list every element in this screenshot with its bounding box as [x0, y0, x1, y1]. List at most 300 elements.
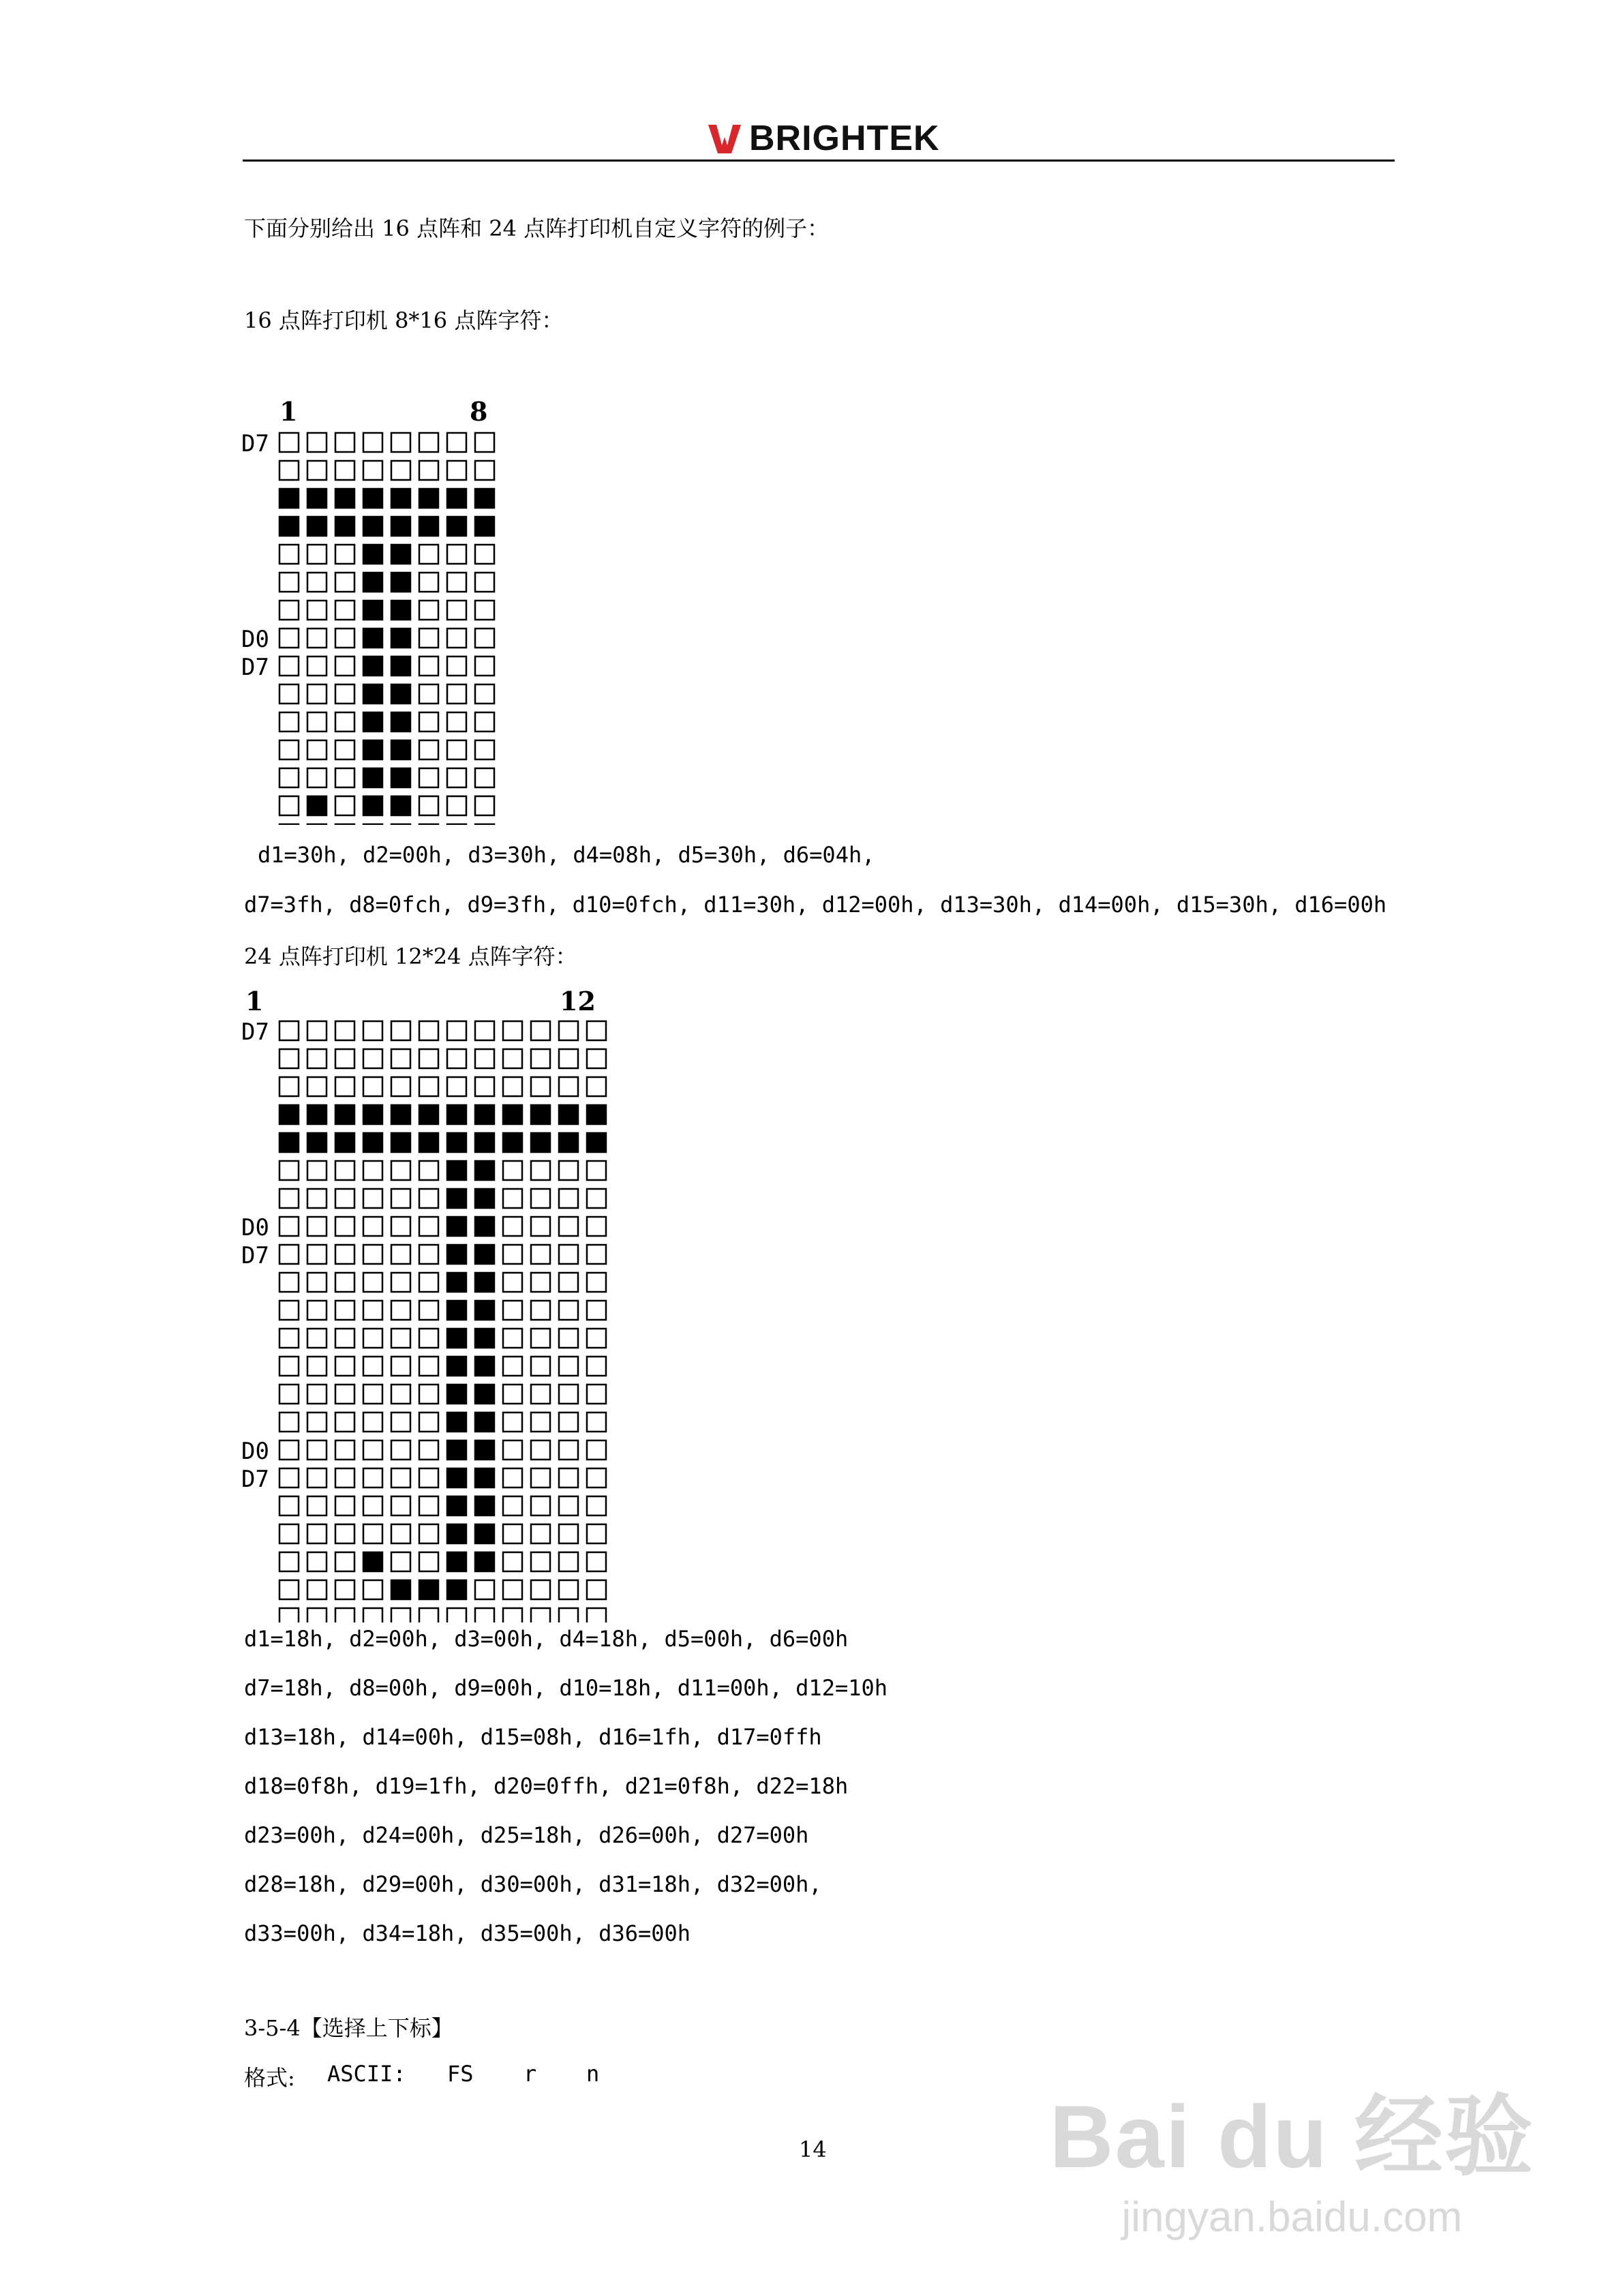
dot-off	[531, 1496, 550, 1515]
dot-on	[475, 1385, 494, 1404]
dot-off	[447, 824, 466, 825]
row-label-d7: D7	[241, 654, 269, 681]
dot-off	[335, 1161, 354, 1180]
dot-off	[475, 1580, 494, 1599]
dot-off	[587, 1245, 606, 1264]
dot-on	[363, 573, 382, 592]
dot-off	[419, 1189, 438, 1208]
dot-off	[475, 1077, 494, 1096]
dot-off	[475, 796, 494, 815]
dot-off	[419, 1357, 438, 1376]
dot-off	[307, 1496, 327, 1515]
dot-off	[531, 1161, 550, 1180]
dot-on	[447, 1105, 466, 1124]
dot-off	[307, 433, 327, 452]
dot-off	[559, 1468, 578, 1487]
header-rule	[243, 160, 1395, 162]
dot-on	[279, 489, 299, 508]
dot-off	[279, 629, 299, 648]
dot-on	[447, 1468, 466, 1487]
dot-off	[335, 684, 354, 704]
watermark-line-2: jingyan.baidu.com	[1121, 2194, 1463, 2241]
dot-off	[503, 1021, 522, 1040]
dot-on	[475, 1273, 494, 1292]
dot-off	[559, 1301, 578, 1320]
dot-off	[531, 1301, 550, 1320]
dot-off	[419, 1049, 438, 1068]
dot-off	[503, 1329, 522, 1348]
dot-off	[447, 1077, 466, 1096]
dot-off	[391, 1077, 410, 1096]
brand-name: BRIGHTEK	[749, 119, 940, 158]
dot-on	[363, 768, 382, 787]
dot-on	[475, 489, 494, 508]
dot-off	[559, 1496, 578, 1515]
dot-off	[307, 1580, 327, 1599]
dot-off	[559, 1580, 578, 1599]
dot-off	[279, 768, 299, 787]
dot-off	[363, 1189, 382, 1208]
dot-off	[419, 1021, 438, 1040]
dot-off	[419, 684, 438, 704]
dot-on	[475, 1440, 494, 1460]
section24-values-line-4: d18=0f8h, d19=1fh, d20=0ffh, d21=0f8h, d22=18h	[244, 1773, 849, 1799]
dot-off	[531, 1608, 550, 1622]
dot-off	[391, 1217, 410, 1236]
dot-on	[335, 517, 354, 536]
dot-on	[391, 629, 410, 648]
dot-on	[335, 1133, 354, 1152]
dot-off	[419, 1385, 438, 1404]
dot-off	[419, 1496, 438, 1515]
dot-on	[447, 1357, 466, 1376]
dot-off	[335, 1580, 354, 1599]
dot-on	[363, 517, 382, 536]
dot-off	[391, 1552, 410, 1571]
dot-off	[475, 573, 494, 592]
dot-off	[447, 768, 466, 787]
dot-on	[363, 1552, 382, 1571]
dot-on	[475, 1245, 494, 1264]
dot-off	[503, 1245, 522, 1264]
dot-on	[419, 1105, 438, 1124]
dot-off	[279, 1301, 299, 1320]
dot-off	[587, 1301, 606, 1320]
dot-off	[419, 433, 438, 452]
dot-off	[475, 461, 494, 480]
dot-off	[475, 656, 494, 676]
section24-values-line-1: d1=18h, d2=00h, d3=00h, d4=18h, d5=00h, d6=00h	[244, 1626, 849, 1652]
dot-off	[587, 1021, 606, 1040]
dot-off	[307, 824, 327, 825]
dot-off	[531, 1468, 550, 1487]
dot-on	[391, 824, 410, 825]
dot-on	[587, 1105, 606, 1124]
dot-off	[391, 433, 410, 452]
dot-off	[587, 1189, 606, 1208]
dot-off	[335, 796, 354, 815]
row-label-d7: D7	[241, 1018, 269, 1046]
dot-off	[559, 1385, 578, 1404]
dot-off	[559, 1021, 578, 1040]
dot-off	[391, 1021, 410, 1040]
dot-off	[559, 1413, 578, 1432]
dot-off	[335, 545, 354, 564]
dot-off	[587, 1440, 606, 1460]
dot-off	[531, 1217, 550, 1236]
dot-off	[447, 684, 466, 704]
dot-off	[447, 740, 466, 759]
dot-on	[363, 796, 382, 815]
dot-off	[447, 601, 466, 620]
dot-off	[307, 545, 327, 564]
format-label: 格式:	[244, 2065, 295, 2091]
dot-off	[503, 1496, 522, 1515]
section24-values-line-6: d28=18h, d29=00h, d30=00h, d31=18h, d32=00h,	[244, 1871, 822, 1897]
dot-off	[363, 1329, 382, 1348]
dot-off	[279, 1273, 299, 1292]
dot-off	[503, 1049, 522, 1068]
dot-off	[475, 712, 494, 731]
column-label-end: 12	[560, 986, 596, 1016]
dot-off	[307, 740, 327, 759]
dot-off	[363, 1580, 382, 1599]
dot-on	[447, 1133, 466, 1152]
dot-off	[475, 768, 494, 787]
dot-on	[475, 1161, 494, 1180]
dot-off	[531, 1413, 550, 1432]
dot-off	[335, 1357, 354, 1376]
grid16-svg	[239, 375, 511, 825]
dot-on	[475, 1524, 494, 1543]
row-label-d7: D7	[241, 1242, 269, 1269]
format-line	[244, 2061, 599, 2092]
dot-off	[419, 461, 438, 480]
dot-on	[391, 545, 410, 564]
dot-on	[363, 824, 382, 825]
dot-off	[419, 768, 438, 787]
dot-off	[391, 1524, 410, 1543]
dot-on	[307, 517, 327, 536]
dot-on	[475, 1496, 494, 1515]
dot-off	[503, 1273, 522, 1292]
dot-off	[279, 1524, 299, 1543]
dot-off	[419, 601, 438, 620]
dot-on	[307, 1133, 327, 1152]
dot-off	[279, 601, 299, 620]
dot-on	[307, 489, 327, 508]
dot-off	[587, 1608, 606, 1622]
dot-off	[419, 1440, 438, 1460]
dot-off	[279, 545, 299, 564]
dot-off	[391, 1273, 410, 1292]
dot-off	[279, 1245, 299, 1264]
dot-on	[503, 1105, 522, 1124]
dot-on	[447, 1245, 466, 1264]
dot-off	[559, 1189, 578, 1208]
dot-off	[307, 1021, 327, 1040]
dot-off	[447, 796, 466, 815]
dot-on	[391, 517, 410, 536]
dot-off	[307, 1049, 327, 1068]
dot-on	[363, 712, 382, 731]
dot-off	[307, 768, 327, 787]
dot-off	[475, 629, 494, 648]
dot-on	[447, 1496, 466, 1515]
dot-off	[587, 1161, 606, 1180]
dot-on	[447, 1440, 466, 1460]
dot-off	[559, 1608, 578, 1622]
dot-off	[307, 1468, 327, 1487]
dot-off	[419, 1245, 438, 1264]
dot-off	[335, 1413, 354, 1432]
dot-on	[335, 824, 354, 825]
dot-off	[335, 1077, 354, 1096]
dot-off	[363, 461, 382, 480]
dot-off	[391, 1245, 410, 1264]
dot-off	[363, 1049, 382, 1068]
dot-on	[447, 1552, 466, 1571]
dot-off	[363, 1413, 382, 1432]
dot-off	[559, 1552, 578, 1571]
dot-off	[559, 1357, 578, 1376]
grid24-svg	[239, 975, 634, 1622]
row-label-d7: D7	[241, 1466, 269, 1493]
dot-off	[531, 1273, 550, 1292]
dot-on	[447, 1385, 466, 1404]
dot-off	[503, 1189, 522, 1208]
dot-off	[363, 433, 382, 452]
dot-off	[503, 1608, 522, 1622]
dot-on	[475, 1217, 494, 1236]
dot-off	[363, 1440, 382, 1460]
dot-off	[531, 1245, 550, 1264]
dot-off	[447, 433, 466, 452]
dot-off	[503, 1468, 522, 1487]
dot-off	[447, 1021, 466, 1040]
dot-off	[475, 1049, 494, 1068]
section24-values-line-2: d7=18h, d8=00h, d9=00h, d10=18h, d11=00h, d12=10h	[244, 1675, 888, 1701]
dot-off	[335, 656, 354, 676]
section16-values-line-1: d1=30h, d2=00h, d3=30h, d4=08h, d5=30h, d6=04h,	[258, 842, 875, 868]
dot-off	[307, 1245, 327, 1264]
dot-off	[419, 1301, 438, 1320]
row-label-d0: D0	[241, 626, 269, 653]
dot-on	[475, 1552, 494, 1571]
dot-on	[531, 1133, 550, 1152]
dot-off	[363, 1608, 382, 1622]
dot-off	[447, 545, 466, 564]
dot-on	[475, 1189, 494, 1208]
dot-on	[447, 1217, 466, 1236]
section24-values-line-7: d33=00h, d34=18h, d35=00h, d36=00h	[244, 1920, 691, 1946]
dot-on	[307, 796, 327, 815]
dot-off	[307, 1608, 327, 1622]
dot-off	[335, 1301, 354, 1320]
dot-off	[279, 1440, 299, 1460]
dot-off	[307, 1273, 327, 1292]
brand-logo	[706, 115, 940, 162]
dot-off	[531, 1021, 550, 1040]
dot-on	[363, 601, 382, 620]
dot-off	[307, 1357, 327, 1376]
dot-off	[531, 1524, 550, 1543]
dot-on	[391, 1133, 410, 1152]
section16-values-line-2: d7=3fh, d8=0fch, d9=3fh, d10=0fch, d11=30h, d12=00h, d13=30h, d14=00h, d15=30h, d16=00h	[244, 892, 1387, 918]
dot-on	[475, 1329, 494, 1348]
dot-off	[503, 1552, 522, 1571]
baidu-jingyan-watermark	[1050, 2066, 1534, 2241]
dot-off	[307, 1161, 327, 1180]
dot-off	[391, 1385, 410, 1404]
column-label-start: 1	[279, 396, 298, 427]
dot-off	[531, 1049, 550, 1068]
brightek-mark-icon	[706, 119, 744, 157]
row-label-d0: D0	[241, 1438, 269, 1465]
dot-off	[419, 1077, 438, 1096]
section24-values-line-5: d23=00h, d24=00h, d25=18h, d26=00h, d27=00h	[244, 1822, 809, 1848]
dot-off	[419, 1524, 438, 1543]
dot-off	[363, 1524, 382, 1543]
dot-off	[559, 1273, 578, 1292]
dot-off	[475, 740, 494, 759]
dot-off	[307, 461, 327, 480]
dot-off	[335, 1440, 354, 1460]
dot-off	[419, 1608, 438, 1622]
subsection-title: 3-5-4【选择上下标】	[244, 2015, 453, 2041]
dot-off	[279, 1552, 299, 1571]
dot-off	[419, 629, 438, 648]
dot-off	[335, 1552, 354, 1571]
dot-on	[363, 740, 382, 759]
dot-off	[335, 1273, 354, 1292]
dot-off	[503, 1524, 522, 1543]
dot-off	[447, 573, 466, 592]
dot-off	[503, 1301, 522, 1320]
dot-on	[391, 489, 410, 508]
dot-off	[587, 1217, 606, 1236]
dot-on	[447, 1524, 466, 1543]
dot-off	[587, 1273, 606, 1292]
dot-off	[503, 1385, 522, 1404]
dot-on	[335, 1105, 354, 1124]
dot-off	[335, 1496, 354, 1515]
dot-off	[419, 796, 438, 815]
dot-off	[335, 1385, 354, 1404]
dot-off	[475, 684, 494, 704]
dot-on	[391, 768, 410, 787]
dot-off	[363, 1021, 382, 1040]
dot-off	[531, 1440, 550, 1460]
intro-text: 下面分别给出 16 点阵和 24 点阵打印机自定义字符的例子：	[244, 215, 830, 241]
dot-matrix-12x24	[239, 975, 634, 1622]
dot-off	[335, 1245, 354, 1264]
dot-off	[279, 684, 299, 704]
dot-on	[363, 656, 382, 676]
dot-on	[447, 1301, 466, 1320]
dot-on	[419, 489, 438, 508]
dot-off	[447, 1608, 466, 1622]
dot-off	[419, 573, 438, 592]
dot-off	[475, 1608, 494, 1622]
row-label-d7: D7	[241, 430, 269, 457]
dot-off	[279, 1385, 299, 1404]
dot-off	[531, 1385, 550, 1404]
dot-off	[363, 1496, 382, 1515]
dot-off	[587, 1524, 606, 1543]
dot-off	[279, 1608, 299, 1622]
dot-off	[475, 433, 494, 452]
dot-on	[475, 1413, 494, 1432]
dot-off	[307, 629, 327, 648]
dot-off	[447, 629, 466, 648]
dot-on	[531, 1105, 550, 1124]
dot-off	[279, 712, 299, 731]
dot-off	[307, 1301, 327, 1320]
dot-off	[279, 1496, 299, 1515]
dot-off	[587, 1385, 606, 1404]
dot-off	[279, 824, 299, 825]
dot-on	[447, 489, 466, 508]
dot-on	[363, 545, 382, 564]
dot-on	[587, 1133, 606, 1152]
dot-off	[419, 1217, 438, 1236]
dot-off	[279, 433, 299, 452]
dot-on	[363, 1133, 382, 1152]
dot-on	[391, 1580, 410, 1599]
dot-off	[391, 1608, 410, 1622]
dot-off	[279, 740, 299, 759]
dot-on	[419, 517, 438, 536]
dot-off	[531, 1357, 550, 1376]
dot-off	[363, 1077, 382, 1096]
dot-off	[475, 824, 494, 825]
format-ascii-label: ASCII:	[327, 2061, 406, 2087]
dot-off	[279, 796, 299, 815]
dot-on	[363, 1105, 382, 1124]
dot-off	[587, 1580, 606, 1599]
dot-off	[307, 1385, 327, 1404]
dot-off	[363, 1301, 382, 1320]
dot-off	[587, 1413, 606, 1432]
dot-off	[363, 1273, 382, 1292]
dot-off	[559, 1524, 578, 1543]
dot-off	[307, 712, 327, 731]
dot-off	[279, 1217, 299, 1236]
dot-off	[335, 1217, 354, 1236]
dot-off	[279, 573, 299, 592]
dot-off	[531, 1329, 550, 1348]
dot-on	[391, 796, 410, 815]
dot-on	[279, 517, 299, 536]
dot-on	[391, 573, 410, 592]
dot-off	[503, 1580, 522, 1599]
dot-on	[475, 517, 494, 536]
dot-on	[559, 1133, 578, 1152]
dot-on	[475, 1105, 494, 1124]
dot-off	[531, 1077, 550, 1096]
dot-off	[419, 656, 438, 676]
dot-off	[307, 1189, 327, 1208]
dot-on	[503, 1133, 522, 1152]
dot-off	[307, 656, 327, 676]
format-arg-fs: FS	[447, 2061, 474, 2087]
dot-off	[335, 768, 354, 787]
dot-off	[307, 1329, 327, 1348]
dot-on	[475, 1133, 494, 1152]
dot-off	[307, 1524, 327, 1543]
dot-off	[391, 461, 410, 480]
